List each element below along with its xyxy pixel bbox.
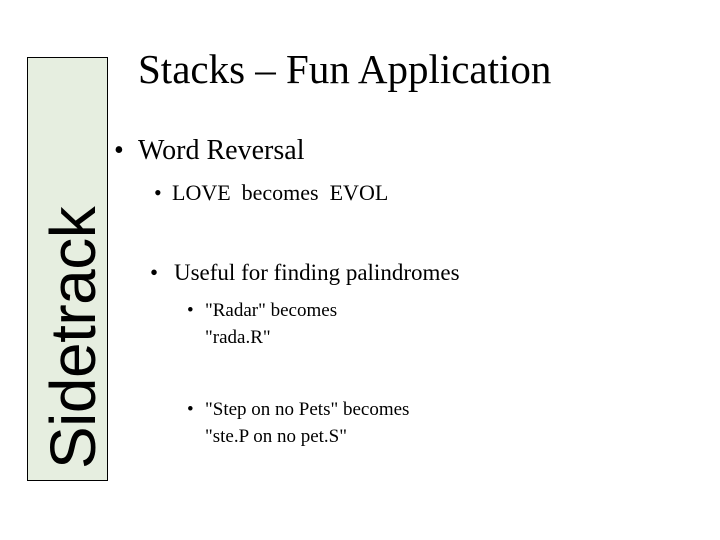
sidebar-label: Sidetrack [37, 206, 109, 469]
bullet-radar-example [187, 297, 337, 351]
bullet-word-reversal [114, 134, 304, 168]
bullet-marker: • [150, 260, 159, 285]
bullet-marker: • [154, 180, 162, 205]
bullet-palindromes [150, 259, 460, 287]
bullet-marker: • [187, 300, 194, 321]
bullet-marker: • [187, 399, 194, 420]
bullet-marker: • [114, 135, 124, 166]
bullet-text: Word Reversal [138, 135, 305, 166]
bullet-text: LOVE becomes EVOL [172, 180, 389, 205]
bullet-step-on-no-pets-example [187, 396, 409, 450]
slide-title: Stacks – Fun Application [138, 46, 552, 92]
bullet-text-line-2: "rada.R" [205, 327, 271, 348]
bullet-text-line-2: "ste.P on no pet.S" [205, 426, 348, 447]
bullet-text-line-1: "Radar" becomes [205, 300, 338, 321]
bullet-love-example [154, 179, 388, 207]
bullet-text-line-1: "Step on no Pets" becomes [205, 399, 410, 420]
bullet-text: Useful for finding palindromes [174, 260, 460, 285]
